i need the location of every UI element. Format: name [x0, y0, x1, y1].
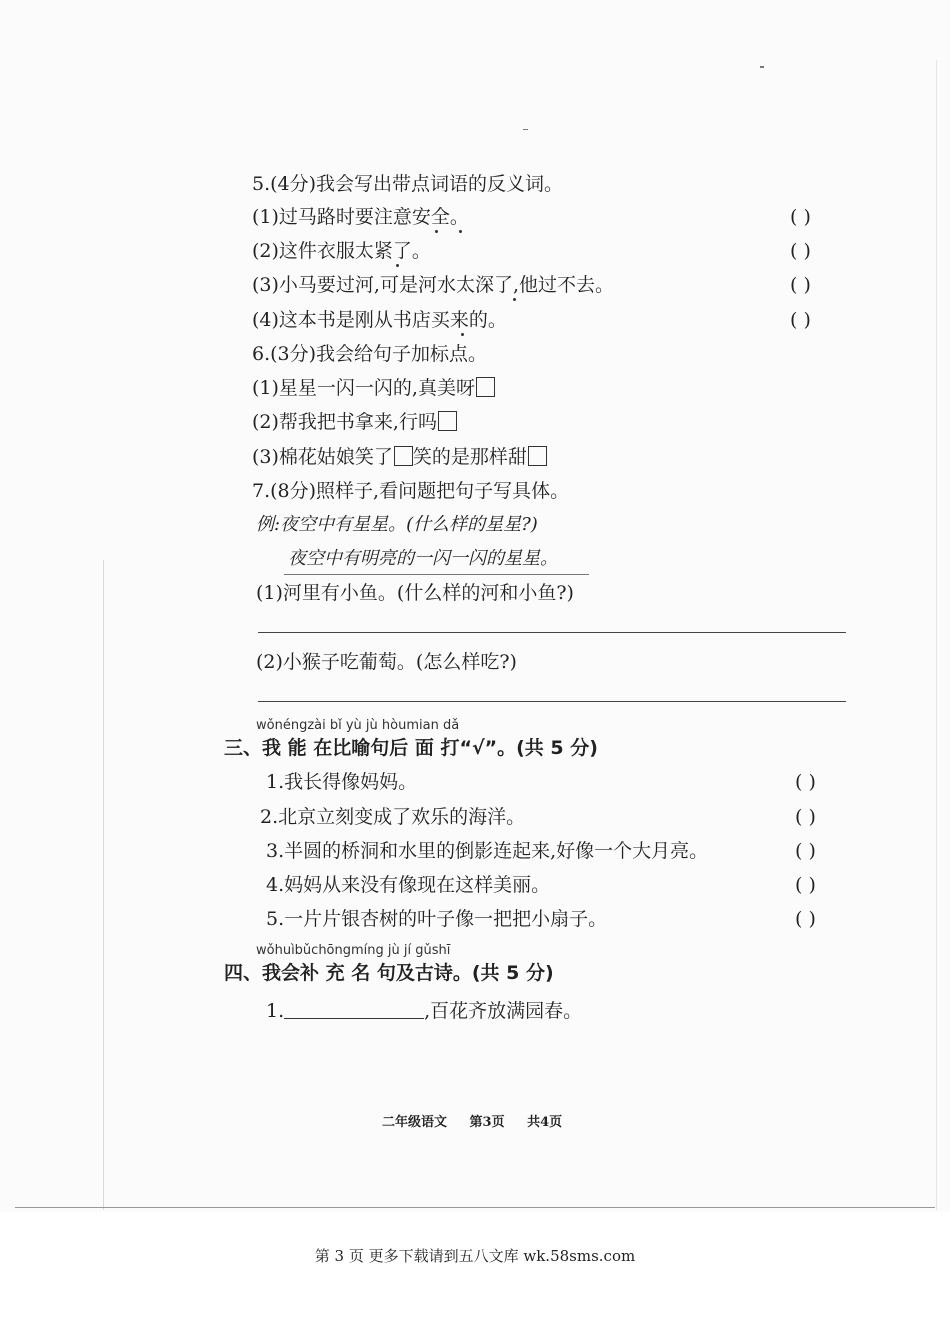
- emphasis-dot: [435, 230, 438, 233]
- q5-item-1: (1)过马路时要注意安全。: [252, 206, 469, 228]
- q5-item-4: (4)这本书是刚从书店买来的。: [252, 309, 507, 331]
- q5-title: 5.(4分)我会写出带点词语的反义词。: [252, 173, 564, 195]
- q6-title: 6.(3分)我会给句子加标点。: [252, 343, 488, 365]
- emphasis-dot: [396, 264, 399, 267]
- punctuation-box[interactable]: [476, 377, 495, 397]
- q6-item-3-text-a: (3)棉花姑娘笑了: [252, 446, 393, 468]
- answer-paren: ( ): [795, 840, 816, 862]
- emphasis-dot: [461, 333, 464, 336]
- answer-paren: ( ): [790, 240, 811, 262]
- sec3-item-2: 2.北京立刻变成了欢乐的海洋。: [260, 806, 526, 828]
- example-underline: [284, 574, 589, 575]
- section-3-title: 三、我 能 在比喻句后 面 打“√”。(共 5 分): [224, 737, 598, 759]
- answer-paren: ( ): [795, 908, 816, 930]
- q6-item-1: [252, 376, 495, 400]
- fill-blank[interactable]: [284, 1000, 424, 1019]
- sheet-edge: [103, 560, 104, 1210]
- scan-speck: [760, 66, 764, 68]
- sec4-item-1-number: 1.: [266, 1000, 285, 1022]
- answer-paren: ( ): [790, 274, 811, 296]
- section-4-title: 四、我会补 充 名 句及古诗。(共 5 分): [224, 962, 554, 984]
- q7-title: 7.(8分)照样子,看问题把句子写具体。: [252, 480, 570, 502]
- sec3-item-1: 1.我长得像妈妈。: [266, 771, 418, 793]
- q6-item-2-text: (2)帮我把书拿来,行吗: [252, 411, 437, 433]
- punctuation-box[interactable]: [394, 446, 413, 466]
- answer-paren: ( ): [795, 771, 816, 793]
- sec3-item-5: 5.一片片银杏树的叶子像一把把小扇子。: [266, 908, 608, 930]
- section-3-pinyin: wǒnéngzài bǐ yù jù hòumian dǎ: [256, 718, 460, 733]
- emphasis-dot: [513, 298, 516, 301]
- footer-total: 共4页: [527, 1115, 563, 1130]
- section-4-pinyin: wǒhuìbǔchōngmíng jù jí gǔshī: [256, 943, 451, 958]
- q7-item-2: (2)小猴子吃葡萄。(怎么样吃?): [256, 651, 517, 673]
- punctuation-box[interactable]: [438, 411, 457, 431]
- scan-speck: [523, 129, 528, 130]
- q5-item-3: (3)小马要过河,可是河水太深了,他过不去。: [252, 274, 614, 296]
- scan-bottom-edge: [15, 1207, 935, 1208]
- q6-item-3-text-b: 笑的是那样甜: [412, 446, 527, 468]
- emphasis-dot: [459, 230, 462, 233]
- q7-example-answer: 夜空中有明亮的一闪一闪的星星。: [288, 548, 558, 569]
- q6-item-2: [252, 410, 457, 434]
- punctuation-box[interactable]: [528, 446, 547, 466]
- q5-item-2: (2)这件衣服太紧了。: [252, 240, 431, 262]
- source-footer: 第 3 页 更多下载请到五八文库 wk.58sms.com: [314, 1247, 636, 1265]
- q7-example-question: 例:夜空中有星星。(什么样的星星?): [256, 514, 538, 535]
- sec4-item-1-text: ,百花齐放满园春。: [424, 1000, 583, 1022]
- answer-paren: ( ): [790, 206, 811, 228]
- footer-subject: 二年级语文: [382, 1115, 448, 1130]
- q7-item-1: (1)河里有小鱼。(什么样的河和小鱼?): [256, 582, 574, 604]
- sec3-item-3: 3.半圆的桥洞和水里的倒影连起来,好像一个大月亮。: [266, 840, 709, 862]
- answer-paren: ( ): [790, 309, 811, 331]
- sec4-item-1: [266, 999, 582, 1023]
- answer-paren: ( ): [795, 874, 816, 896]
- q6-item-3: [252, 445, 547, 469]
- answer-line[interactable]: [258, 632, 846, 633]
- sec3-item-4: 4.妈妈从来没有像现在这样美丽。: [266, 874, 551, 896]
- footer-page: 第3页: [469, 1115, 505, 1130]
- q6-item-1-text: (1)星星一闪一闪的,真美呀: [252, 377, 475, 399]
- answer-line[interactable]: [258, 701, 846, 702]
- sheet-edge: [936, 60, 937, 1210]
- inner-footer: [382, 1111, 580, 1130]
- answer-paren: ( ): [795, 806, 816, 828]
